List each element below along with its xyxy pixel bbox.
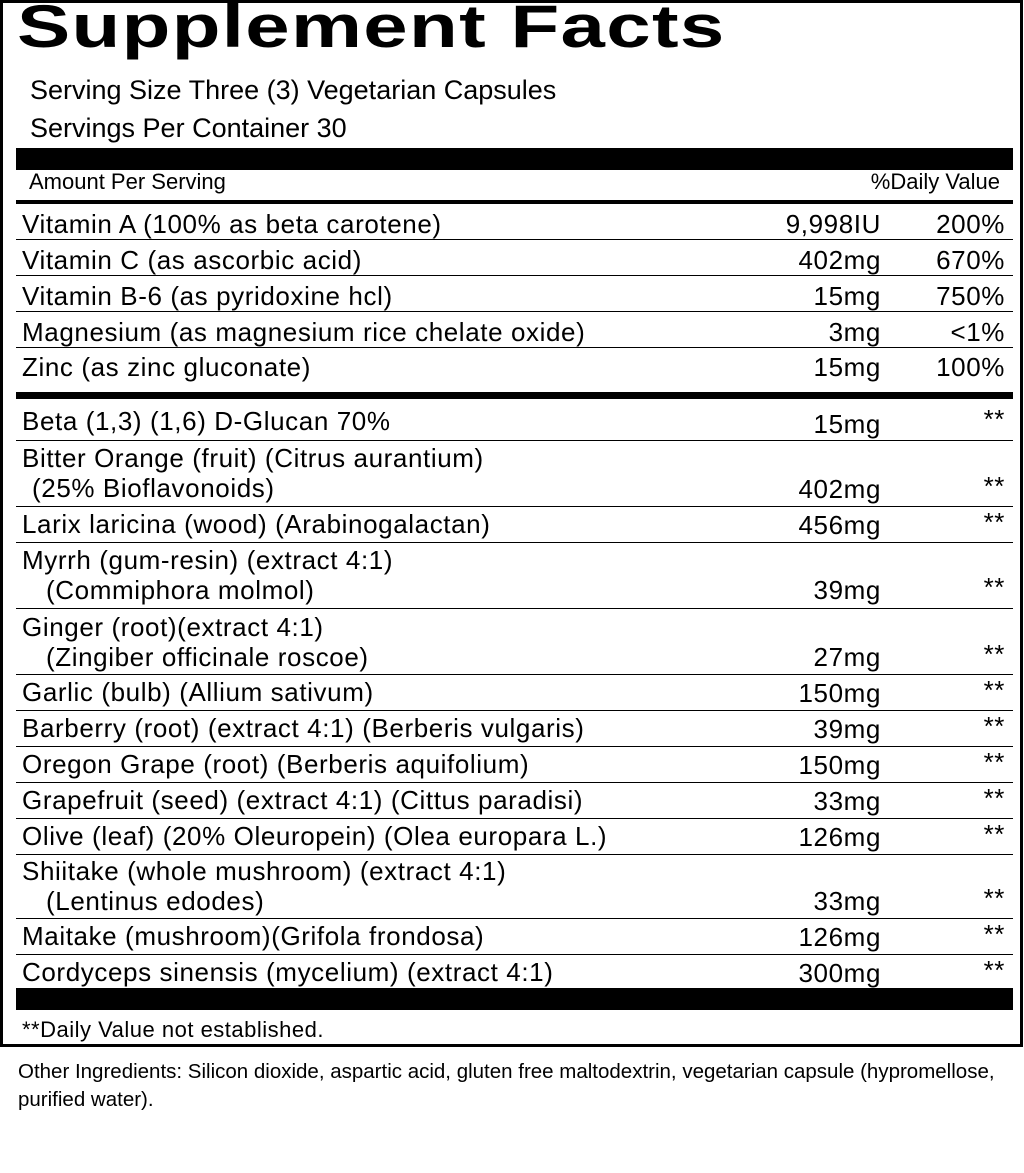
thick-divider-top: [16, 148, 1013, 170]
nutrient-daily-value: 670%: [936, 245, 1005, 275]
ingredient-daily-value: **: [983, 883, 1005, 913]
nutrient-amount: 15mg: [813, 352, 881, 382]
nutrient-name: Vitamin B-6 (as pyridoxine hcl): [22, 281, 393, 311]
ingredient-daily-value: **: [983, 471, 1005, 501]
table-row: [16, 675, 1013, 711]
daily-value-footnote: **Daily Value not established.: [22, 1017, 324, 1042]
ingredient-name: Barberry (root) (extract 4:1) (Berberis vulgaris): [22, 713, 585, 743]
ingredient-name: Garlic (bulb) (Allium sativum): [22, 677, 374, 707]
other-ingredients: Other Ingredients: Silicon dioxide, aspartic acid, gluten free maltodextrin, vegetarian capsule (hypromellose, purified water).: [18, 1060, 995, 1111]
ingredient-name: Maitake (mushroom)(Grifola frondosa): [22, 921, 485, 951]
table-row: [16, 747, 1013, 783]
nutrient-amount: 3mg: [828, 317, 881, 347]
ingredient-amount: 126mg: [798, 822, 881, 852]
ingredient-name: Olive (leaf) (20% Oleuropein) (Olea europara L.): [22, 821, 608, 851]
ingredient-amount: 150mg: [798, 750, 881, 780]
ingredient-daily-value: **: [983, 955, 1005, 985]
ingredient-amount: 33mg: [813, 786, 881, 816]
ingredient-daily-value: **: [983, 404, 1005, 434]
nutrient-daily-value: <1%: [950, 317, 1005, 347]
nutrient-daily-value: 100%: [936, 352, 1005, 382]
ingredient-daily-value: **: [983, 919, 1005, 949]
table-row: [16, 609, 1013, 675]
ingredient-name-detail: (25% Bioflavonoids): [32, 473, 275, 503]
amount-per-serving-header: Amount Per Serving: [29, 169, 226, 194]
table-row: [16, 919, 1013, 955]
ingredient-name: Cordyceps sinensis (mycelium) (extract 4:1): [22, 957, 554, 987]
nutrient-amount: 402mg: [798, 245, 881, 275]
ingredient-daily-value: **: [983, 747, 1005, 777]
ingredient-name: Beta (1,3) (1,6) D-Glucan 70%: [22, 406, 391, 436]
ingredient-amount: 402mg: [798, 474, 881, 504]
table-row: [16, 543, 1013, 609]
ingredient-name: Bitter Orange (fruit) (Citrus aurantium): [22, 443, 484, 473]
ingredient-name: Oregon Grape (root) (Berberis aquifolium): [22, 749, 530, 779]
nutrient-daily-value: 750%: [936, 281, 1005, 311]
table-row: [16, 399, 1013, 441]
table-row: [16, 240, 1013, 276]
ingredient-amount: 33mg: [813, 886, 881, 916]
ingredient-amount: 39mg: [813, 575, 881, 605]
nutrient-daily-value: 200%: [936, 209, 1005, 239]
table-row: [16, 276, 1013, 312]
ingredient-daily-value: **: [983, 711, 1005, 741]
ingredient-daily-value: **: [983, 783, 1005, 813]
ingredient-name-detail: (Zingiber officinale roscoe): [46, 642, 369, 672]
table-row: [16, 312, 1013, 348]
ingredient-daily-value: **: [983, 507, 1005, 537]
ingredient-daily-value: **: [983, 639, 1005, 669]
ingredient-daily-value: **: [983, 819, 1005, 849]
table-row: [16, 711, 1013, 747]
ingredient-amount: 126mg: [798, 922, 881, 952]
ingredient-amount: 150mg: [798, 678, 881, 708]
nutrient-name: Magnesium (as magnesium rice chelate oxide): [22, 317, 586, 347]
table-row: [16, 204, 1013, 240]
servings-per-container: Servings Per Container 30: [30, 113, 347, 143]
daily-value-header: %Daily Value: [870, 169, 1000, 194]
nutrient-amount: 15mg: [813, 281, 881, 311]
ingredient-name: Myrrh (gum-resin) (extract 4:1): [22, 545, 394, 575]
table-row: [16, 783, 1013, 819]
panel-title: Supplement Facts: [17, 0, 726, 60]
serving-size: Serving Size Three (3) Vegetarian Capsules: [30, 75, 557, 105]
table-row: [16, 441, 1013, 507]
ingredient-name: Shiitake (whole mushroom) (extract 4:1): [22, 856, 507, 886]
nutrient-name: Zinc (as zinc gluconate): [22, 352, 311, 382]
thick-divider-bottom: [16, 988, 1013, 1010]
ingredient-amount: 300mg: [798, 958, 881, 988]
ingredient-name: Larix laricina (wood) (Arabinogalactan): [22, 509, 491, 539]
table-row: [16, 855, 1013, 919]
ingredient-name-detail: (Commiphora molmol): [46, 575, 315, 605]
ingredient-amount: 27mg: [813, 642, 881, 672]
ingredient-name-detail: (Lentinus edodes): [46, 886, 265, 916]
table-row: [16, 955, 1013, 988]
nutrient-name: Vitamin A (100% as beta carotene): [22, 209, 442, 239]
nutrient-name: Vitamin C (as ascorbic acid): [22, 245, 362, 275]
ingredient-name: Ginger (root)(extract 4:1): [22, 612, 324, 642]
table-row: [16, 348, 1013, 392]
ingredient-daily-value: **: [983, 572, 1005, 602]
ingredient-amount: 15mg: [813, 409, 881, 439]
thick-divider-middle: [16, 392, 1013, 399]
table-row: [16, 819, 1013, 855]
nutrient-amount: 9,998IU: [785, 209, 881, 239]
ingredient-amount: 456mg: [798, 510, 881, 540]
ingredient-name: Grapefruit (seed) (extract 4:1) (Cittus paradisi): [22, 785, 584, 815]
table-row: [16, 507, 1013, 543]
ingredient-amount: 39mg: [813, 714, 881, 744]
ingredient-daily-value: **: [983, 675, 1005, 705]
